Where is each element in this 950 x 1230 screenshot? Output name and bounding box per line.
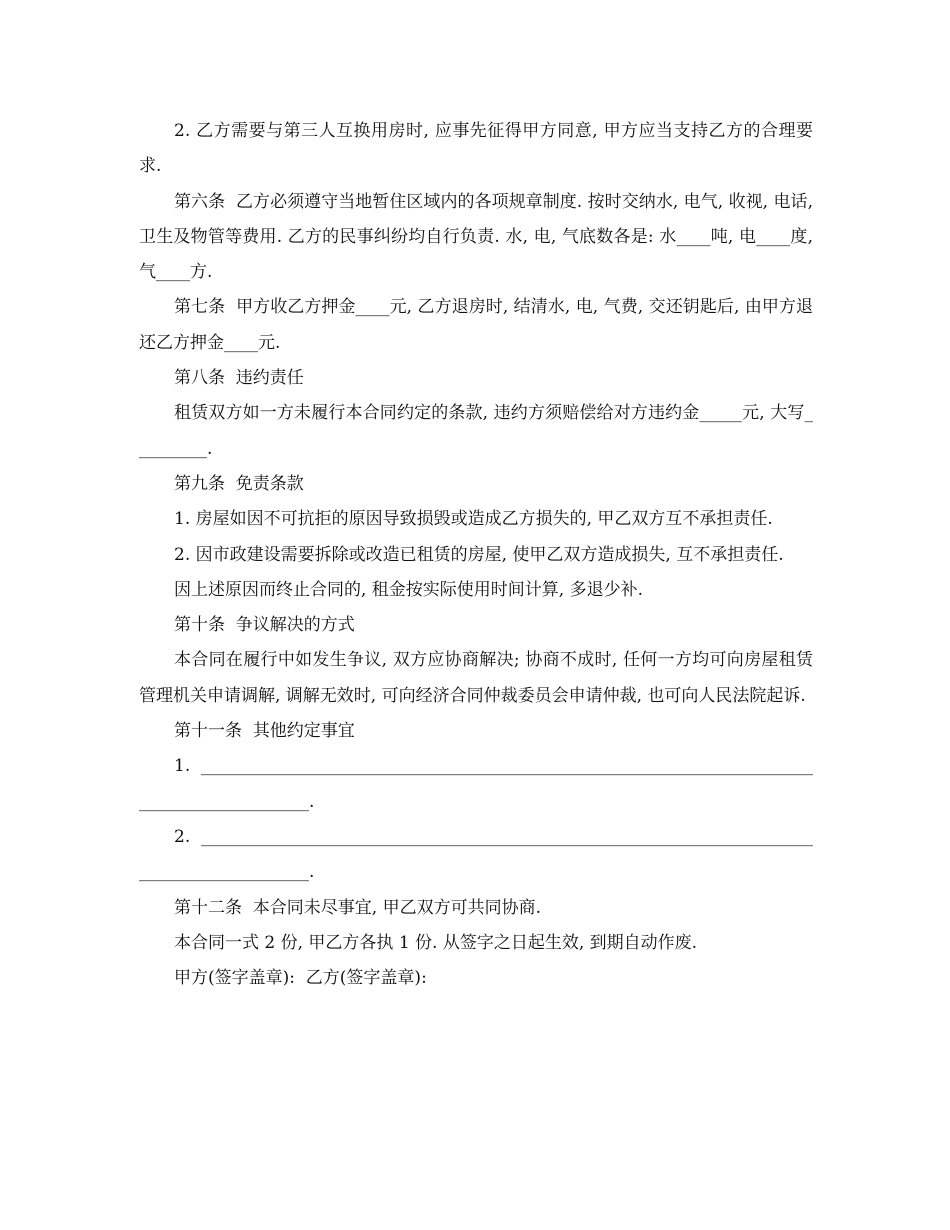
clause-7: 第七条 甲方收乙方押金____元, 乙方退房时, 结清水, 电, 气费, 交还钥匙后, 由甲方退还乙方押金____元. — [139, 297, 813, 353]
clause-9-note: 因上述原因而终止合同的, 租金按实际使用时间计算, 多退少补. — [174, 579, 644, 600]
clause-11-heading: 第十一条 其他约定事宜 — [174, 721, 355, 742]
copies-note: 本合同一式 2 份, 甲乙方各执 1 份. 从签字之日起生效, 到期自动作废. — [174, 932, 698, 953]
clause-12: 第十二条 本合同未尽事宜, 甲乙双方可共同协商. — [174, 897, 542, 918]
clause-9-item-1: 1. 房屋如因不可抗拒的原因导致损毁或造成乙方损失的, 甲乙双方互不承担责任. — [174, 509, 773, 530]
document-body — [139, 114, 819, 996]
clause-11-item-1: 1. ____________________________________________________________________________________________. — [139, 756, 813, 812]
signature-line: 甲方(签字盖章): 乙方(签字盖章): — [174, 968, 427, 989]
clause-11-item-2: 2. ____________________________________________________________________________________________. — [139, 826, 813, 883]
clause-8-heading: 第八条 违约责任 — [174, 368, 304, 389]
clause-10-body: 本合同在履行中如发生争议, 双方应协商解决; 协商不成时, 任何一方均可向房屋租赁管理机关申请调解, 调解无效时, 可向经济合同仲裁委员会申请仲裁, 也可向人民法院起诉. — [139, 650, 813, 706]
clause-10-heading: 第十条 争议解决的方式 — [174, 615, 355, 636]
clause-9-item-2: 2. 因市政建设需要拆除或改造已租赁的房屋, 使甲乙双方造成损失, 互不承担责任. — [174, 544, 784, 565]
clause-6: 第六条 乙方必须遵守当地暂住区域内的各项规章制度. 按时交纳水, 电气, 收视, 电话, 卫生及物管等费用. 乙方的民事纠纷均自行负责. 水, 电, 气底数各是: 水____吨, 电____度, 气____方. — [139, 191, 819, 283]
clause-5-item-2: 2. 乙方需要与第三人互换用房时, 应事先征得甲方同意, 甲方应当支持乙方的合理要求. — [139, 121, 813, 177]
clause-8-body: 租赁双方如一方未履行本合同约定的条款, 违约方须赔偿给对方违约金_____元, 大写_________. — [139, 403, 813, 459]
clause-9-heading: 第九条 免责条款 — [174, 473, 304, 494]
